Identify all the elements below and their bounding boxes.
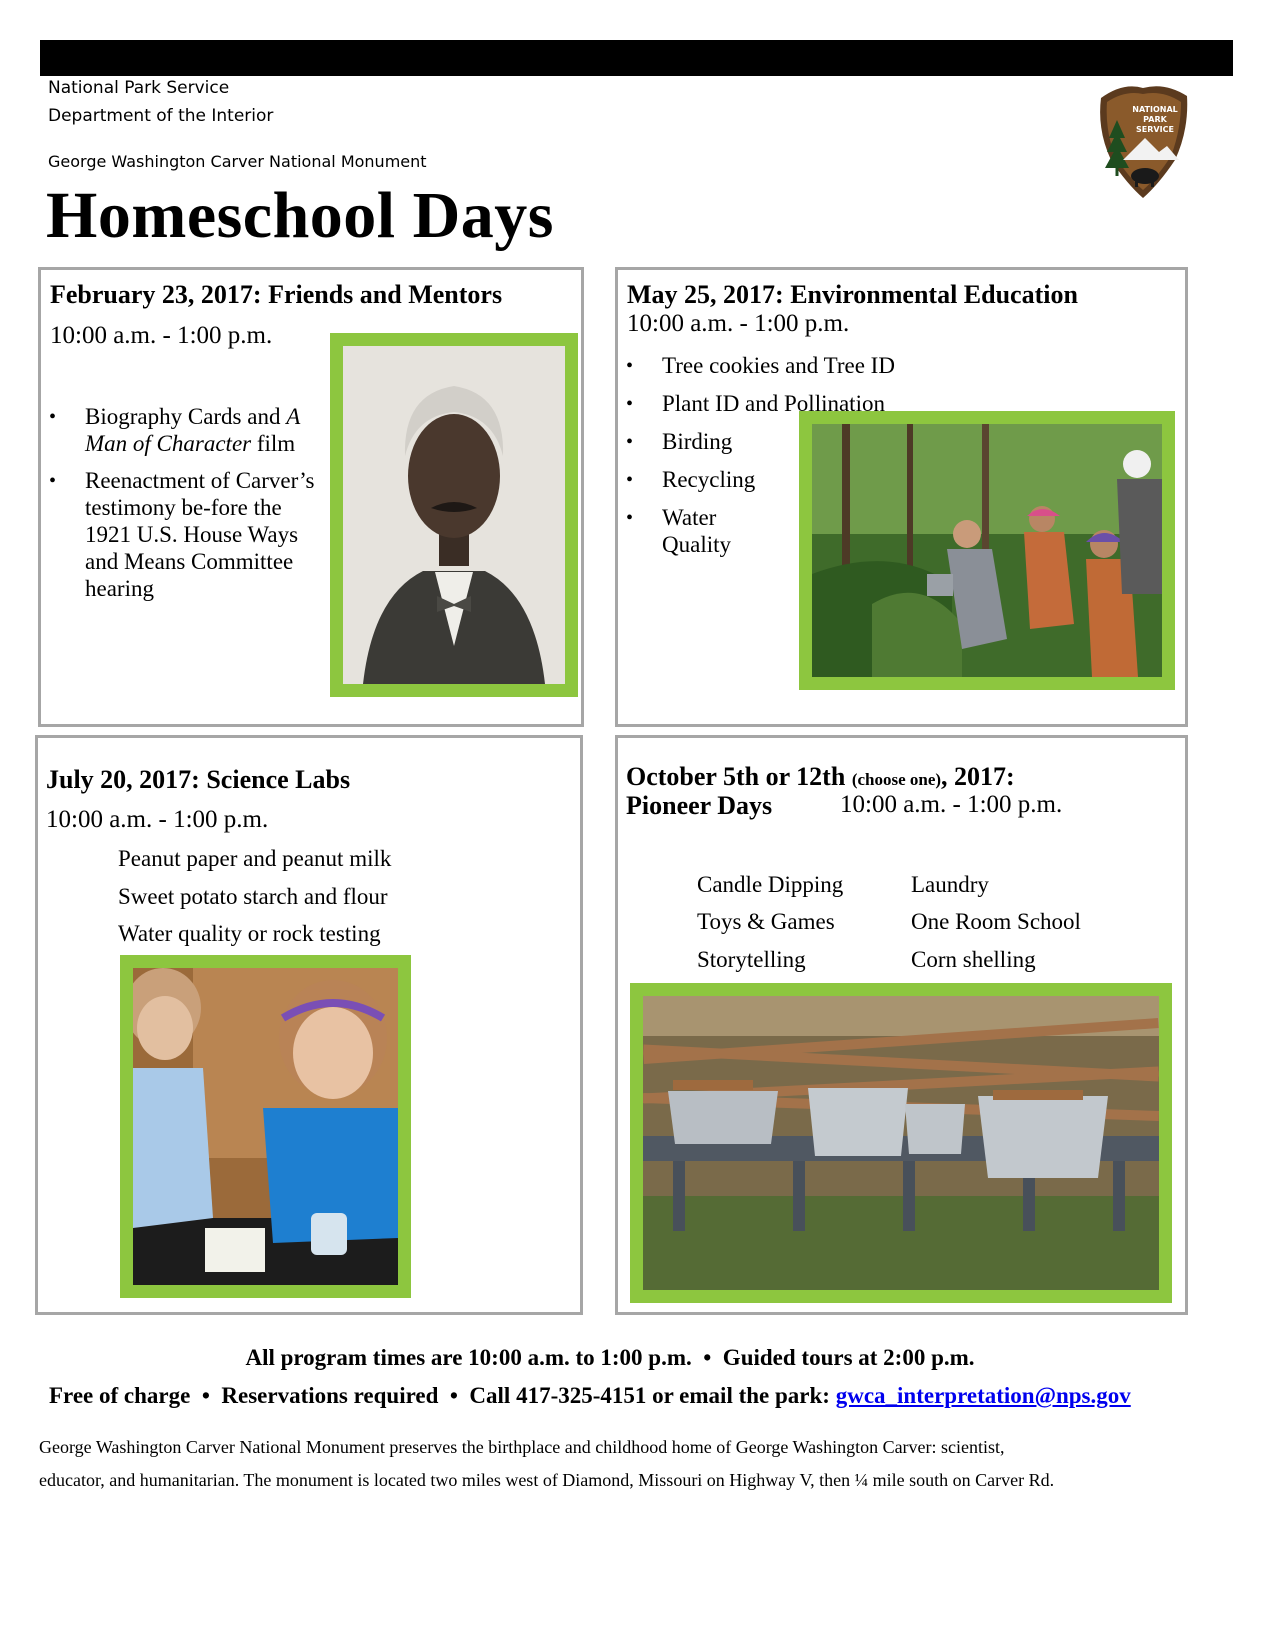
list-item: • Plant ID and Pollination bbox=[626, 391, 885, 416]
science-lab-photo bbox=[120, 955, 411, 1298]
forest-activity-photo bbox=[799, 411, 1175, 690]
activity-list bbox=[49, 403, 321, 602]
park-name: George Washington Carver National Monument bbox=[48, 152, 427, 171]
nps-arrowhead-logo bbox=[1093, 80, 1193, 200]
activity-item: Corn shelling bbox=[911, 947, 1036, 972]
event-box-july bbox=[35, 735, 583, 1315]
footer-contact bbox=[49, 1383, 1131, 1409]
list-item: • Reenactment of Carver’s testimony be-fore the 1921 U.S. House Ways and Means Committee hearing bbox=[49, 468, 315, 601]
event-time: 10:00 a.m. - 1:00 p.m. bbox=[627, 310, 850, 337]
event-box-february bbox=[38, 267, 584, 727]
activity-item: Sweet potato starch and flour bbox=[118, 884, 388, 909]
activity-item: One Room School bbox=[911, 909, 1081, 934]
activity-item: Peanut paper and peanut milk bbox=[118, 846, 392, 871]
nps-arrowhead-icon bbox=[1093, 80, 1193, 200]
event-time: 10:00 a.m. - 1:00 p.m. bbox=[46, 806, 269, 833]
page-title: Homeschool Days bbox=[46, 179, 554, 252]
activity-item: Candle Dipping bbox=[697, 872, 844, 897]
activity-item: Storytelling bbox=[697, 947, 806, 972]
footer-description-line1: George Washington Carver National Monument preserves the birthplace and childhood home of George Washington Carver: scientist, bbox=[39, 1437, 1005, 1457]
event-title: July 20, 2017: Science Labs bbox=[46, 765, 351, 794]
department-name: Department of the Interior bbox=[48, 106, 274, 126]
agency-name: National Park Service bbox=[48, 78, 230, 98]
laundry-tubs-photo bbox=[630, 983, 1172, 1303]
footer-contact-text: Free of charge • Reservations required • Call 417-325-4151 or email the park: bbox=[49, 1383, 836, 1408]
list-item: • Biography Cards and A Man of Character film bbox=[49, 404, 300, 456]
list-item: • Recycling bbox=[626, 467, 756, 492]
list-item: • Birding bbox=[626, 429, 733, 454]
event-time: 10:00 a.m. - 1:00 p.m. bbox=[50, 322, 273, 349]
email-link[interactable]: gwca_interpretation@nps.gov bbox=[835, 1383, 1131, 1408]
footer-description-line2: educator, and humanitarian. The monument is located two miles west of Diamond, Missouri on Highway V, then ¼ mile south on Carver Rd. bbox=[39, 1470, 1055, 1490]
activity-item: Laundry bbox=[911, 872, 989, 897]
event-title: February 23, 2017: Friends and Mentors bbox=[50, 280, 503, 309]
logo-text-1: NATIONAL bbox=[1132, 105, 1178, 114]
top-black-bar bbox=[40, 40, 1233, 76]
event-box-may bbox=[615, 267, 1188, 727]
activity-item: Toys & Games bbox=[697, 909, 835, 934]
activity-item: Water quality or rock testing bbox=[118, 921, 381, 946]
event-box-october bbox=[615, 735, 1188, 1315]
event-title: October 5th or 12th (choose one), 2017: bbox=[626, 762, 1015, 791]
logo-text-3: SERVICE bbox=[1136, 125, 1174, 134]
event-time: 10:00 a.m. - 1:00 p.m. bbox=[840, 791, 1063, 818]
event-subtitle: Pioneer Days bbox=[626, 791, 773, 820]
list-item: • Tree cookies and Tree ID bbox=[626, 353, 895, 378]
event-title: May 25, 2017: Environmental Education bbox=[627, 280, 1078, 309]
list-item: • Water Quality bbox=[626, 505, 731, 557]
carver-portrait-photo bbox=[330, 333, 578, 697]
footer-program-times: All program times are 10:00 a.m. to 1:00 p.m. • Guided tours at 2:00 p.m. bbox=[245, 1345, 975, 1370]
logo-text-2: PARK bbox=[1143, 115, 1167, 124]
